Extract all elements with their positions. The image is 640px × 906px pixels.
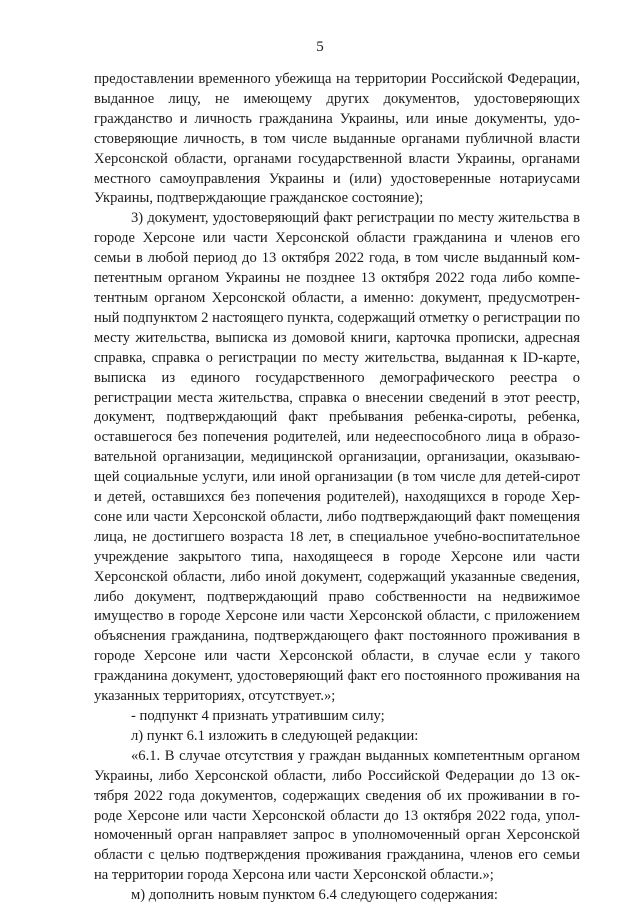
page-number: 5 xyxy=(316,39,324,55)
paragraph-item-m: м) дополнить новым пунктом 6.4 следующего содержания: xyxy=(131,887,498,904)
paragraph-item-3: 3) документ, удостоверяющий факт регистрации по месту жительства в городе Херсоне или части Херсонской области гражданина и членов его семьи в любой период до 13 октября 2022 года, в том числе выданный компетентным органом Украины не позднее 13 октября 2022 года либо компетентным органом Херсонской области, а именно: документ, предусмотренный подпунктом 2 настоящего пункта, содержащий отметку о регистрации по месту жительства, выписка из домовой книги, карточка прописки, адресная справка, справка о регистрации по месту жительства, выданная к ID-карте, выписка из единого государственного демографического реестра о регистрации места жительства, справка о внесении сведений в этот реестр, документ, подтверждающий факт пребывания ребенка-сироты, ребенка, оставшегося без попечения родителей, или недееспособного лица в образовательной организации, медицинской организации, организации, оказывающей социальные услуги, или иной организации (в том числе для детей-сирот и детей, оставшихся без попечения родителей), находящихся в городе Херсоне или части Херсонской области, либо подтверждающий факт помещения лица, не достигшего возраста 18 лет, в специальное учебно-воспитательное учреждение закрытого типа, находящееся в городе Херсоне или части Херсонской области, либо иной документ, содержащий указанные сведения, либо документ, подтверждающий право собственности на недвижимое имущество в городе Херсоне или части Херсонской области, с приложением объяснения гражданина, подтверждающего факт постоянного проживания в городе Херсоне или части Херсонской области, в случае если у такого гражданина документ, удостоверяющий факт его постоянного проживания на указанных территориях, отсутствует.»; xyxy=(94,210,580,705)
paragraph-clause-6-1: «6.1. В случае отсутствия у граждан выданных компетентным органом Украины, либо Херсонской области, либо Российской Федерации до 13 октября 2022 года документов, содержащих сведения об их проживании в городе Херсоне или части Херсонской области до 13 октября 2022 года, уполномоченный орган направляет запрос в уполномоченный орган Херсонской области с целью подтверждения проживания гражданина, членов его семьи на территории города Херсона или части Херсонской области.»; xyxy=(94,747,580,884)
document-body xyxy=(94,70,580,906)
paragraph-item-l: л) пункт 6.1 изложить в следующей редакции: xyxy=(131,727,419,744)
paragraph-continuation: предоставлении временного убежища на территории Российской Федерации, выданное лицу, не имеющему других документов, удостоверяющих гражданство и личность гражданина Украины, или иные документы, удостоверяющие личность, в том числе выданные органами публичной власти Херсонской области, органами государственной власти Украины, органами местного самоуправления Украины и (или) удостоверенные нотариусами Украины, подтверждающие гражданское состояние); xyxy=(94,71,580,207)
paragraph-subitem-4-repeal: - подпункт 4 признать утратившим силу; xyxy=(131,708,385,724)
